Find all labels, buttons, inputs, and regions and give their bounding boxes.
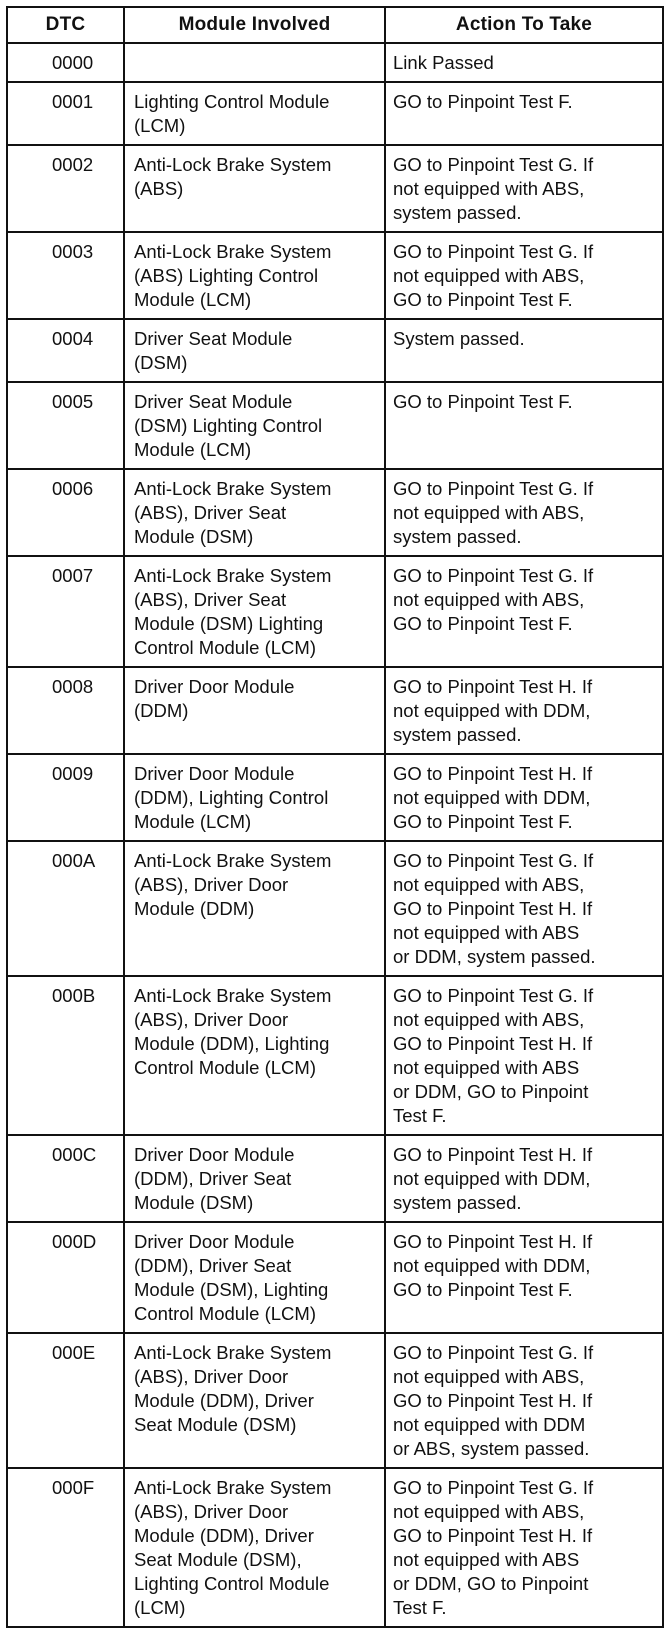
action-to-take-cell (385, 754, 663, 841)
table-row (7, 556, 663, 667)
module-involved-cell (124, 319, 385, 382)
dtc-code: 000C (52, 1144, 97, 1165)
dtc-code-cell (7, 667, 124, 754)
dtc-code: 0002 (52, 154, 94, 175)
header-dtc: DTC (7, 7, 124, 43)
module-involved: Anti-Lock Brake System (ABS), Driver Seat Module (DSM) (134, 478, 332, 547)
dtc-code-cell (7, 232, 124, 319)
module-involved: Driver Door Module (DDM), Driver Seat Module (DSM), Lighting Control Module (LCM) (134, 1231, 329, 1324)
action-to-take: System passed. (393, 328, 525, 349)
table-row (7, 841, 663, 976)
action-to-take-cell (385, 1333, 663, 1468)
header-action-to-take: Action To Take (385, 7, 663, 43)
module-involved-cell (124, 145, 385, 232)
dtc-code: 0009 (52, 763, 94, 784)
action-to-take: GO to Pinpoint Test G. If not equipped with ABS, GO to Pinpoint Test H. If not equipped with DDM or ABS, system passed. (393, 1342, 594, 1459)
action-to-take-cell (385, 667, 663, 754)
action-to-take: GO to Pinpoint Test G. If not equipped with ABS, GO to Pinpoint Test H. If not equipped with ABS or DDM, GO to Pinpoint Test F. (393, 985, 594, 1126)
module-involved-cell (124, 667, 385, 754)
action-to-take: GO to Pinpoint Test H. If not equipped with DDM, system passed. (393, 676, 593, 745)
action-to-take-cell (385, 382, 663, 469)
action-to-take-cell (385, 1222, 663, 1333)
action-to-take: GO to Pinpoint Test F. (393, 91, 573, 112)
table-row (7, 82, 663, 145)
dtc-code-cell (7, 319, 124, 382)
module-involved: Driver Seat Module (DSM) (134, 328, 293, 373)
dtc-code: 0007 (52, 565, 94, 586)
table-row (7, 754, 663, 841)
action-to-take: GO to Pinpoint Test H. If not equipped with DDM, GO to Pinpoint Test F. (393, 763, 593, 832)
dtc-code-cell (7, 43, 124, 82)
dtc-code-cell (7, 1468, 124, 1627)
action-to-take-cell (385, 43, 663, 82)
module-involved: Driver Seat Module (DSM) Lighting Control Module (LCM) (134, 391, 323, 460)
table-row (7, 145, 663, 232)
action-to-take-cell (385, 1468, 663, 1627)
action-to-take-cell (385, 469, 663, 556)
action-to-take-cell (385, 841, 663, 976)
action-to-take: GO to Pinpoint Test H. If not equipped with DDM, system passed. (393, 1144, 593, 1213)
action-to-take: GO to Pinpoint Test F. (393, 391, 573, 412)
table-row (7, 976, 663, 1135)
dtc-code-cell (7, 1135, 124, 1222)
module-involved-cell (124, 82, 385, 145)
module-involved-cell (124, 1222, 385, 1333)
action-to-take: GO to Pinpoint Test G. If not equipped with ABS, system passed. (393, 478, 594, 547)
dtc-code: 0003 (52, 241, 94, 262)
table-row (7, 232, 663, 319)
action-to-take-cell (385, 232, 663, 319)
table-row (7, 1222, 663, 1333)
module-involved: Driver Door Module (DDM), Driver Seat Module (DSM) (134, 1144, 295, 1213)
dtc-code: 0000 (52, 52, 94, 73)
table-row (7, 1468, 663, 1627)
module-involved: Driver Door Module (DDM), Lighting Control Module (LCM) (134, 763, 329, 832)
action-to-take: GO to Pinpoint Test G. If not equipped with ABS, GO to Pinpoint Test F. (393, 241, 594, 310)
module-involved: Anti-Lock Brake System (ABS) Lighting Control Module (LCM) (134, 241, 332, 310)
module-involved: Anti-Lock Brake System (ABS), Driver Door Module (DDM), Driver Seat Module (DSM), Lighting Control Module (LCM) (134, 1477, 332, 1618)
table-row (7, 382, 663, 469)
dtc-code-cell (7, 82, 124, 145)
table-row (7, 667, 663, 754)
action-to-take: GO to Pinpoint Test G. If not equipped with ABS, GO to Pinpoint Test F. (393, 565, 594, 634)
dtc-table-body (7, 43, 663, 1627)
dtc-code-cell (7, 841, 124, 976)
dtc-code-cell (7, 556, 124, 667)
table-row (7, 43, 663, 82)
dtc-code-cell (7, 382, 124, 469)
header-row (7, 7, 663, 43)
dtc-code-cell (7, 1333, 124, 1468)
module-involved: Anti-Lock Brake System (ABS), Driver Door Module (DDM), Driver Seat Module (DSM) (134, 1342, 332, 1435)
action-to-take-cell (385, 1135, 663, 1222)
table-row (7, 469, 663, 556)
dtc-code: 0001 (52, 91, 94, 112)
action-to-take-cell (385, 556, 663, 667)
dtc-table (6, 6, 664, 1628)
header-module-involved: Module Involved (124, 7, 385, 43)
module-involved: Lighting Control Module (LCM) (134, 91, 330, 136)
dtc-code: 0005 (52, 391, 94, 412)
module-involved: Anti-Lock Brake System (ABS), Driver Door Module (DDM), Lighting Control Module (LCM) (134, 985, 332, 1078)
action-to-take: GO to Pinpoint Test G. If not equipped with ABS, GO to Pinpoint Test H. If not equipped with ABS or DDM, GO to Pinpoint Test F. (393, 1477, 594, 1618)
table-row (7, 1135, 663, 1222)
module-involved: Driver Door Module (DDM) (134, 676, 295, 721)
action-to-take: GO to Pinpoint Test G. If not equipped with ABS, system passed. (393, 154, 594, 223)
dtc-code-cell (7, 145, 124, 232)
module-involved: Anti-Lock Brake System (ABS) (134, 154, 332, 199)
module-involved-cell (124, 43, 385, 82)
dtc-code: 000E (52, 1342, 96, 1363)
action-to-take-cell (385, 82, 663, 145)
module-involved-cell (124, 1468, 385, 1627)
module-involved-cell (124, 469, 385, 556)
dtc-code-cell (7, 469, 124, 556)
table-row (7, 1333, 663, 1468)
module-involved: Anti-Lock Brake System (ABS), Driver Seat Module (DSM) Lighting Control Module (LCM) (134, 565, 332, 658)
action-to-take: GO to Pinpoint Test H. If not equipped with DDM, GO to Pinpoint Test F. (393, 1231, 593, 1300)
table-row (7, 319, 663, 382)
action-to-take: GO to Pinpoint Test G. If not equipped with ABS, GO to Pinpoint Test H. If not equipped with ABS or DDM, system passed. (393, 850, 596, 967)
module-involved (125, 44, 384, 57)
module-involved-cell (124, 232, 385, 319)
module-involved-cell (124, 382, 385, 469)
module-involved-cell (124, 1333, 385, 1468)
dtc-code: 000B (52, 985, 96, 1006)
dtc-code-cell (7, 976, 124, 1135)
dtc-code-cell (7, 1222, 124, 1333)
module-involved-cell (124, 754, 385, 841)
dtc-code: 000A (52, 850, 96, 871)
module-involved-cell (124, 556, 385, 667)
dtc-code: 0004 (52, 328, 94, 349)
action-to-take: Link Passed (393, 52, 494, 73)
dtc-code: 0006 (52, 478, 94, 499)
action-to-take-cell (385, 145, 663, 232)
dtc-code: 0008 (52, 676, 94, 697)
dtc-code: 000D (52, 1231, 97, 1252)
action-to-take-cell (385, 976, 663, 1135)
dtc-code: 000F (52, 1477, 95, 1498)
module-involved: Anti-Lock Brake System (ABS), Driver Door Module (DDM) (134, 850, 332, 919)
module-involved-cell (124, 976, 385, 1135)
module-involved-cell (124, 1135, 385, 1222)
dtc-code-cell (7, 754, 124, 841)
action-to-take-cell (385, 319, 663, 382)
module-involved-cell (124, 841, 385, 976)
